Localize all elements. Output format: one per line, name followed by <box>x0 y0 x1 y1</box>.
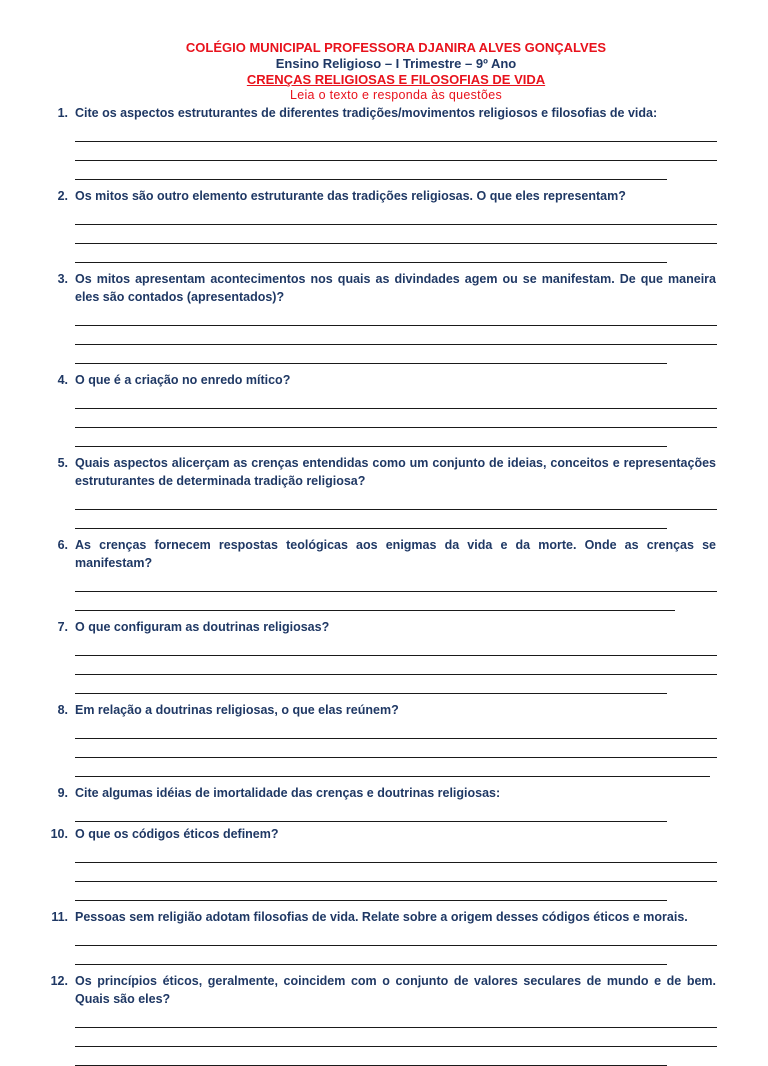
answer-lines <box>75 843 716 901</box>
answer-lines <box>75 926 716 965</box>
question-item <box>48 270 716 364</box>
question-number: 12. <box>50 974 68 988</box>
worksheet-header <box>76 40 716 103</box>
question-item <box>48 784 716 822</box>
school-name: COLÉGIO MUNICIPAL PROFESSORA DJANIRA ALVES GONÇALVES <box>185 40 607 55</box>
question-item <box>48 825 716 901</box>
question-text: Cite algumas idéias de imortalidade das crenças e doutrinas religiosas: <box>75 786 501 800</box>
answer-line[interactable] <box>75 409 717 428</box>
question-text: Os princípios éticos, geralmente, coincidem com o conjunto de valores seculares de mundo e de bem. Quais são eles? <box>75 974 716 1006</box>
answer-line[interactable] <box>75 491 717 510</box>
answer-line[interactable] <box>75 142 717 161</box>
answer-line[interactable] <box>75 803 667 822</box>
answer-line[interactable] <box>75 244 667 263</box>
question-text: Os mitos apresentam acontecimentos nos quais as divindades agem ou se manifestam. De que maneira eles são contados (apresentados)? <box>75 272 716 304</box>
answer-lines <box>75 802 716 822</box>
question-number: 3. <box>57 272 68 286</box>
answer-line[interactable] <box>75 326 717 345</box>
question-number: 2. <box>57 189 68 203</box>
answer-line[interactable] <box>75 428 667 447</box>
answer-lines <box>75 719 716 777</box>
question-number: 10. <box>50 827 68 841</box>
answer-lines <box>75 572 716 611</box>
answer-line[interactable] <box>75 946 667 965</box>
instruction-text: Leia o texto e responda às questões <box>289 88 503 102</box>
question-text: Em relação a doutrinas religiosas, o que elas reúnem? <box>75 703 399 717</box>
question-number: 1. <box>57 106 68 120</box>
answer-line[interactable] <box>75 161 667 180</box>
answer-line[interactable] <box>75 637 717 656</box>
answer-line[interactable] <box>75 592 675 611</box>
answer-line[interactable] <box>75 1028 717 1047</box>
question-item <box>48 701 716 777</box>
question-text: O que é a criação no enredo mítico? <box>75 373 291 387</box>
answer-line[interactable] <box>75 345 667 364</box>
question-number: 4. <box>57 373 68 387</box>
answer-line[interactable] <box>75 720 717 739</box>
question-text: O que configuram as doutrinas religiosas? <box>75 620 330 634</box>
answer-lines <box>75 205 716 263</box>
answer-line[interactable] <box>75 1009 717 1028</box>
question-item <box>48 618 716 694</box>
question-number: 7. <box>57 620 68 634</box>
question-item <box>48 104 716 180</box>
question-item <box>48 972 716 1066</box>
answer-line[interactable] <box>75 656 717 675</box>
question-list <box>48 104 716 1066</box>
answer-lines <box>75 490 716 529</box>
answer-line[interactable] <box>75 225 717 244</box>
answer-line[interactable] <box>75 844 717 863</box>
answer-line[interactable] <box>75 675 667 694</box>
answer-line[interactable] <box>75 863 717 882</box>
course-info: Ensino Religioso – I Trimestre – 9º Ano <box>275 56 517 71</box>
question-item <box>48 536 716 611</box>
answer-line[interactable] <box>75 882 667 901</box>
answer-lines <box>75 636 716 694</box>
answer-line[interactable] <box>75 758 710 777</box>
question-text: Cite os aspectos estruturantes de diferentes tradições/movimentos religiosos e filosofias de vida: <box>75 106 658 120</box>
answer-line[interactable] <box>75 739 717 758</box>
answer-line[interactable] <box>75 206 717 225</box>
answer-lines <box>75 389 716 447</box>
answer-line[interactable] <box>75 123 717 142</box>
answer-lines <box>75 1008 716 1066</box>
answer-lines <box>75 122 716 180</box>
question-text: O que os códigos éticos definem? <box>75 827 279 841</box>
answer-line[interactable] <box>75 510 667 529</box>
answer-line[interactable] <box>75 927 717 946</box>
question-number: 11. <box>51 910 68 924</box>
answer-line[interactable] <box>75 390 717 409</box>
question-text: As crenças fornecem respostas teológicas aos enigmas da vida e da morte. Onde as crenças se manifestam? <box>75 538 716 570</box>
question-text: Pessoas sem religião adotam filosofias de vida. Relate sobre a origem desses códigos éticos e morais. <box>75 910 688 924</box>
worksheet-theme: CRENÇAS RELIGIOSAS E FILOSOFIAS DE VIDA <box>246 72 546 87</box>
question-text: Os mitos são outro elemento estruturante das tradições religiosas. O que eles representam? <box>75 189 626 203</box>
question-number: 8. <box>57 703 68 717</box>
question-item <box>48 371 716 447</box>
answer-line[interactable] <box>75 307 717 326</box>
question-text: Quais aspectos alicerçam as crenças entendidas como um conjunto de ideias, conceitos e representações estruturantes de determinada tradição religiosa? <box>75 456 716 488</box>
question-item <box>48 187 716 263</box>
question-number: 6. <box>57 538 68 552</box>
question-item <box>48 908 716 965</box>
answer-line[interactable] <box>75 1047 667 1066</box>
question-number: 5. <box>57 456 68 470</box>
answer-lines <box>75 306 716 364</box>
question-number: 9. <box>57 786 68 800</box>
question-item <box>48 454 716 529</box>
answer-line[interactable] <box>75 573 717 592</box>
